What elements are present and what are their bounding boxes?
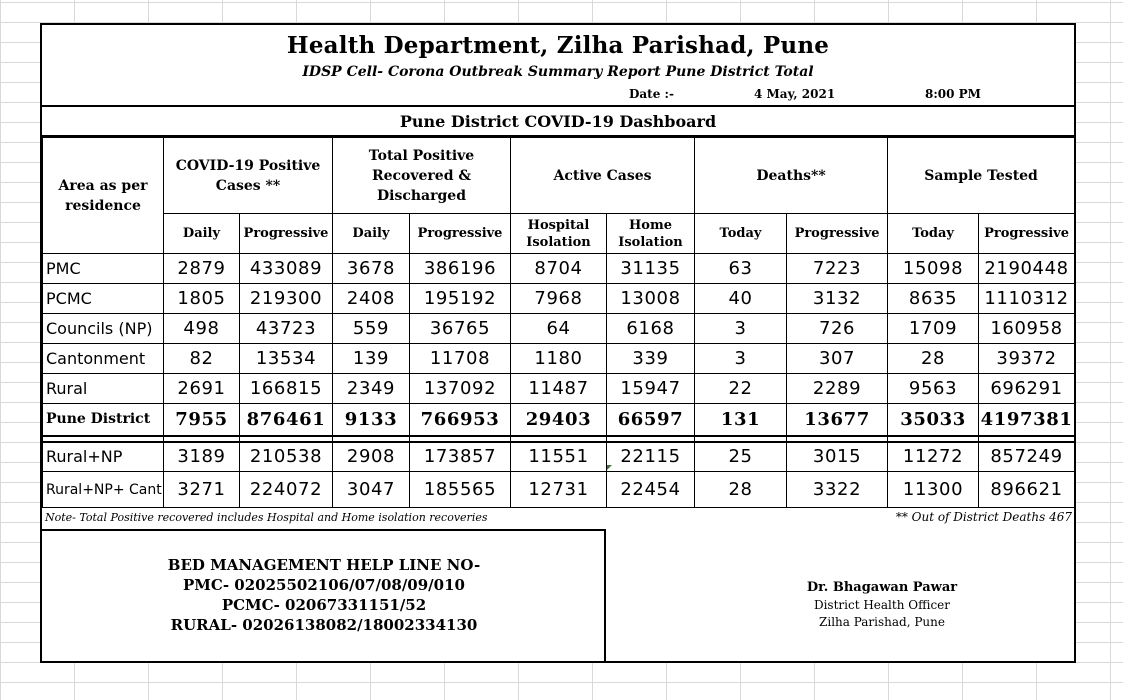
table-cell: 82 [164,344,240,374]
table-cell: 386196 [410,254,511,284]
table-cell: 160958 [979,314,1075,344]
table-cell: 7223 [787,254,888,284]
total-row [43,404,1075,436]
date-label: Date :- [629,87,674,101]
table-cell: 3132 [787,284,888,314]
total-area-label: Pune District [43,404,164,436]
table-cell: 15098 [888,254,979,284]
covid-report-sheet [40,23,1076,663]
table-cell: 6168 [607,314,695,344]
table-cell: 12731 [511,472,607,508]
table-cell: 896621 [979,472,1075,508]
table-cell: 43723 [240,314,333,344]
row-area-label: Cantonment [43,344,164,374]
helpline-pcmc: PCMC- 02067331151/52 [221,596,427,614]
row-area-label: Rural+NP+ Cant [43,472,164,508]
table-cell: 219300 [240,284,333,314]
table-cell: 2408 [333,284,410,314]
table-cell: 9563 [888,374,979,404]
table-cell: 185565 [410,472,511,508]
table-cell: 3322 [787,472,888,508]
table-cell: 307 [787,344,888,374]
table-cell: 224072 [240,472,333,508]
recovered-header: Total Positive Recovered & Discharged [333,138,511,214]
table-row [43,254,1075,284]
table-cell: 1110312 [979,284,1075,314]
header-row-sub [43,214,1075,254]
row-area-label: PCMC [43,284,164,314]
table-cell: 339 [607,344,695,374]
report-title: Health Department, Zilha Parishad, Pune [286,31,830,59]
report-subtitle: IDSP Cell- Corona Outbreak Summary Report Pune District Total [302,64,814,80]
table-cell: 8635 [888,284,979,314]
table-cell: 559 [333,314,410,344]
table-row [43,314,1075,344]
deaths-header: Deaths** [695,138,888,214]
table-cell: 11551 [511,442,607,472]
table-cell: 11300 [888,472,979,508]
main-rows [43,254,1075,404]
table-cell: 3047 [333,472,410,508]
table-cell: 3271 [164,472,240,508]
table-cell: 139 [333,344,410,374]
date-value: 4 May, 2021 [754,87,836,101]
recovered-progressive-header: Progressive [410,214,511,254]
area-header: Area as per residence [43,138,164,254]
helpline-box [42,529,606,663]
home-isolation-header: Home Isolation [607,214,695,254]
helpline-title: BED MANAGEMENT HELP LINE NO- [167,556,481,574]
total-cell: 29403 [511,404,607,436]
total-cell: 7955 [164,404,240,436]
table-cell: 31135 [607,254,695,284]
table-cell: 3678 [333,254,410,284]
table-cell: 210538 [240,442,333,472]
deaths-today-header: Today [695,214,787,254]
row-area-label: Rural+NP [43,442,164,472]
table-row [43,284,1075,314]
table-cell: 7968 [511,284,607,314]
table-cell: 857249 [979,442,1075,472]
table-cell: 22454 [607,472,695,508]
dashboard-title: Pune District COVID-19 Dashboard [399,111,717,131]
header-row-groups [43,138,1075,214]
signature-office: Zilha Parishad, Pune [819,615,945,629]
table-cell: 64 [511,314,607,344]
total-cell: 766953 [410,404,511,436]
note-right: ** Out of District Deaths 467 [895,510,1072,524]
table-cell: 498 [164,314,240,344]
table-cell: 2879 [164,254,240,284]
table-cell: 28 [888,344,979,374]
note-left: Note- Total Positive recovered includes Hospital and Home isolation recoveries [45,511,488,524]
signature-name: Dr. Bhagawan Pawar [806,579,958,595]
table-cell: 2691 [164,374,240,404]
signature-designation: District Health Officer [813,598,951,612]
samples-progressive-header: Progressive [979,214,1075,254]
table-cell: 13008 [607,284,695,314]
table-cell: 3 [695,344,787,374]
helpline-rural: RURAL- 02026138082/18002334130 [170,616,478,634]
table-cell: 3 [695,314,787,344]
cell-comment-marker [607,465,612,470]
total-cell: 13677 [787,404,888,436]
table-cell: 696291 [979,374,1075,404]
table-cell: 25 [695,442,787,472]
table-cell: 11272 [888,442,979,472]
table-cell: 11708 [410,344,511,374]
total-cell: 66597 [607,404,695,436]
table-cell: 15947 [607,374,695,404]
table-row [43,472,1075,508]
table-cell: 2908 [333,442,410,472]
table-cell: 2190448 [979,254,1075,284]
active-cases-header: Active Cases [511,138,695,214]
table-row [43,374,1075,404]
total-cell: 131 [695,404,787,436]
row-area-label: Rural [43,374,164,404]
table-cell: 40 [695,284,787,314]
table-cell: 1709 [888,314,979,344]
table-cell: 2349 [333,374,410,404]
table-cell: 22 [695,374,787,404]
row-area-label: Councils (NP) [43,314,164,344]
table-cell: 63 [695,254,787,284]
row-area-label: PMC [43,254,164,284]
table-cell: 36765 [410,314,511,344]
table-cell: 3015 [787,442,888,472]
table-cell: 39372 [979,344,1075,374]
helpline-pmc: PMC- 02025502106/07/08/09/010 [183,576,465,594]
samples-today-header: Today [888,214,979,254]
table-cell: 726 [787,314,888,344]
time-value: 8:00 PM [925,87,981,101]
total-cell: 35033 [888,404,979,436]
table-cell: 8704 [511,254,607,284]
table-cell: 166815 [240,374,333,404]
positive-cases-header: COVID-19 Positive Cases ** [164,138,333,214]
table-cell: 173857 [410,442,511,472]
samples-header: Sample Tested [888,138,1075,214]
extra-rows [43,442,1075,508]
table-cell: 1805 [164,284,240,314]
total-cell: 876461 [240,404,333,436]
total-cell: 4197381 [979,404,1075,436]
table-cell: 3189 [164,442,240,472]
table-cell: 137092 [410,374,511,404]
positive-progressive-header: Progressive [240,214,333,254]
table-cell: 11487 [511,374,607,404]
covid-data-table [42,137,1075,508]
hospital-isolation-header: Hospital Isolation [511,214,607,254]
positive-daily-header: Daily [164,214,240,254]
table-cell: 13534 [240,344,333,374]
table-cell: 1180 [511,344,607,374]
table-cell: 195192 [410,284,511,314]
table-cell: 2289 [787,374,888,404]
table-row [43,442,1075,472]
table-row [43,344,1075,374]
recovered-daily-header: Daily [333,214,410,254]
table-cell: 22115 [607,442,695,472]
table-cell: 28 [695,472,787,508]
total-cell: 9133 [333,404,410,436]
table-cell: 433089 [240,254,333,284]
deaths-progressive-header: Progressive [787,214,888,254]
